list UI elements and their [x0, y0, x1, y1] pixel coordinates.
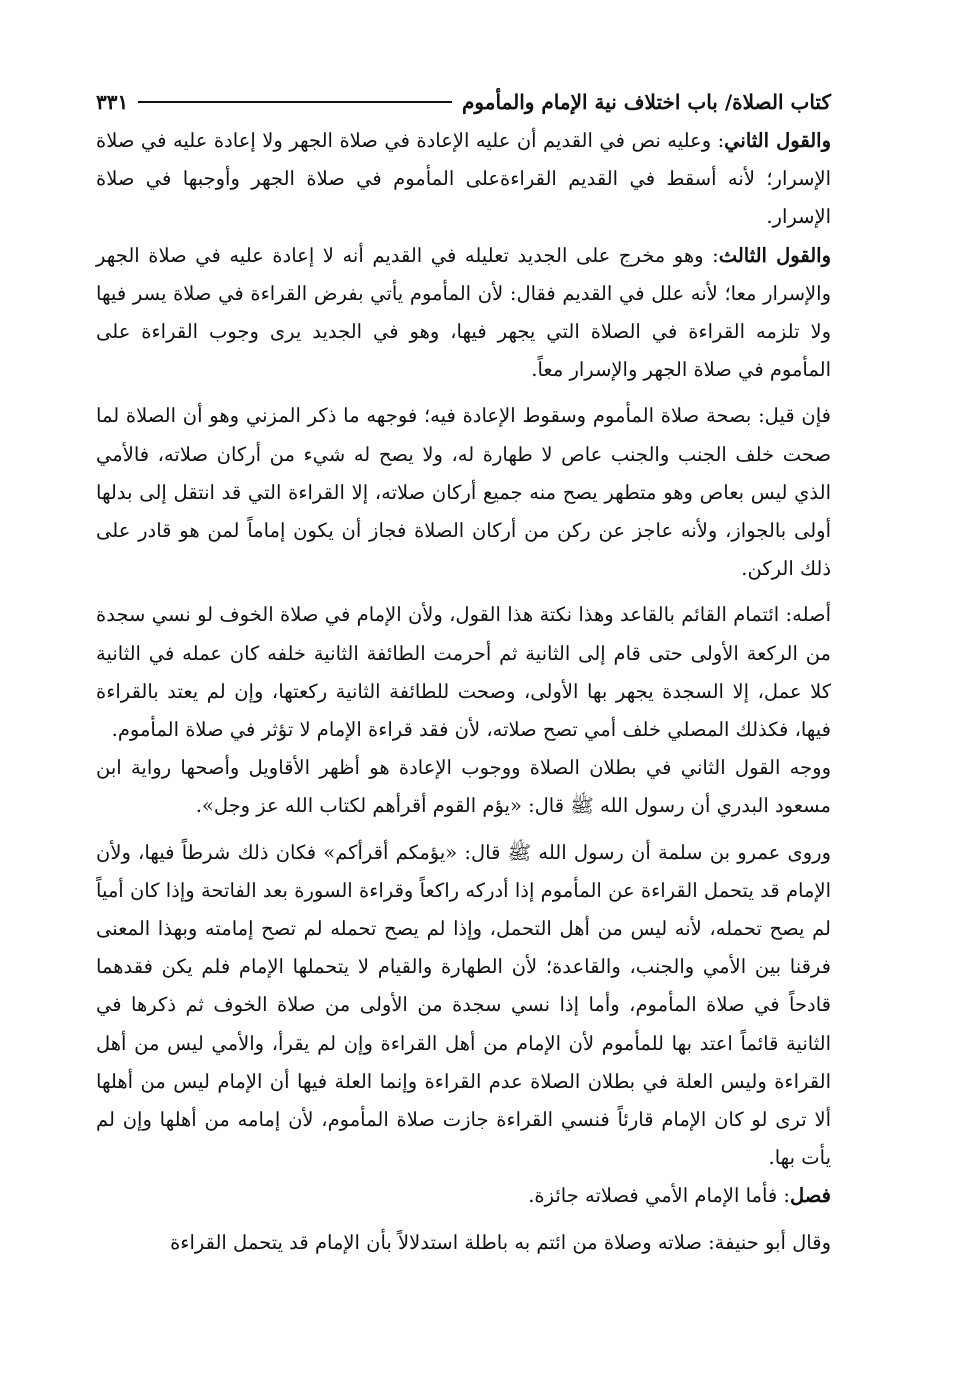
page-number: ٣٣١: [96, 90, 129, 114]
paragraph: [96, 1224, 831, 1262]
paragraph-text: ووجه القول الثاني في بطلان الصلاة ووجوب الإعادة هو أظهر الأقاويل وأصحها رواية ابن مسعود البدري أن رسول الله ﷺ قال: «يؤم القوم أقرأهم لكتاب الله عز وجل».: [96, 756, 831, 818]
paragraph-text: أصله: ائتمام القائم بالقاعد وهذا نكتة هذا القول، ولأن الإمام في صلاة الخوف لو نسي سجدة من الركعة الأولى حتى قام إلى الثانية ثم أحرمت الطائفة الثانية خلفه كان عمله في الثانية كلا عمل، إلا السجدة يجهر بها الأولى، وصحت للطائفة الثانية ركعتها، وإن لم يعتد بالقراءة فيها، فكذلك المصلي خلف أمي تصح صلاته، لأن فقد قراءة الإمام لا تؤثر في صلاة المأموم.: [96, 603, 831, 742]
paragraph: [96, 749, 831, 825]
header-rule: [138, 101, 452, 103]
paragraph-text: : وهو مخرج على الجديد تعليله في القديم أنه لا إعادة عليه في صلاة الجهر والإسرار معا؛ لأنه علل في القديم فقال: لأن المأموم يأتي بفرض القراءة في صلاة يسر فيها ولا تلزمه القراءة في الصلاة التي يجهر فيها، وهو في الجديد يرى وجوب القراءة على المأموم في صلاة الجهر والإسرار معاً.: [96, 243, 831, 382]
paragraph: [96, 596, 831, 749]
paragraph: [96, 1177, 831, 1215]
paragraph-lead: فصل: [790, 1184, 831, 1208]
paragraph: [96, 834, 831, 1178]
paragraph-text: وقال أبو حنيفة: صلاته وصلاة من ائتم به باطلة استدلالاً بأن الإمام قد يتحمل القراءة: [170, 1230, 831, 1254]
paragraph: [96, 237, 831, 390]
paragraph-text: : فأما الإمام الأمي فصلاته جائزة.: [528, 1184, 790, 1208]
running-header: [96, 82, 831, 122]
paragraph-lead: والقول الثاني: [724, 129, 831, 152]
paragraph: [96, 397, 831, 588]
paragraph-lead: والقول الثالث: [718, 243, 831, 267]
paragraph-text: فإن قيل: بصحة صلاة المأموم وسقوط الإعادة فيه؛ فوجهه ما ذكر المزني وهو أن الصلاة لما صحت خلف الجنب والجنب عاص لا طهارة له، ولا يصح له شيء من أركان صلاته، فالأمي الذي ليس بعاص وهو متطهر يصح منه جميع أركان صلاته، إلا القراءة التي قد انتقل إلى بدلها أولى بالجواز، ولأنه عاجز عن ركن من أركان الصلاة فجاز أن يكون إماماً لمن هو قادر على ذلك الركن.: [96, 404, 831, 581]
book-page: [96, 82, 831, 1262]
paragraph: [96, 122, 831, 237]
header-title: كتاب الصلاة/ باب اختلاف نية الإمام والمأموم: [462, 90, 831, 114]
paragraph-text: وروى عمرو بن سلمة أن رسول الله ﷺ قال: «يؤمكم أقرأكم» فكان ذلك شرطاً فيها، ولأن الإمام قد يتحمل القراءة عن المأموم إذا أدركه راكعاً وقراءة السورة بعد الفاتحة وإذا كان أمياً لم يصح تحمله، لأنه ليس من أهل التحمل، وإذا لم يصح تحمله لم تصح إمامته وبهذا المعنى فرقنا بين الأمي والجنب، والقاعدة؛ لأن الطهارة والقيام لا يتحملها الإمام فلم يكن فقدهما قادحاً في صلاة المأموم، وأما إذا نسي سجدة من الأولى من صلاة الخوف ثم ذكرها في الثانية قائماً اعتد بها للمأموم لأن الإمام من أهل القراءة وإن لم يقرأ، والأمي ليس من أهل القراءة وليس العلة في بطلان الصلاة عدم القراءة وإنما العلة فيها أن الإمام ليس من أهلها ألا ترى لو كان الإمام قارئاً فنسي القراءة جازت صلاة المأموم، لأن إمامه من أهلها وإن لم يأت بها.: [96, 840, 831, 1170]
paragraph-text: : وعليه نص في القديم أن عليه الإعادة في صلاة الجهر ولا إعادة عليه في صلاة الإسرار؛ لأنه أسقط في القديم القراءةعلى المأموم في صلاة الجهر وأوجبها في صلاة الإسرار.: [96, 129, 831, 229]
page-body: [96, 122, 831, 1262]
